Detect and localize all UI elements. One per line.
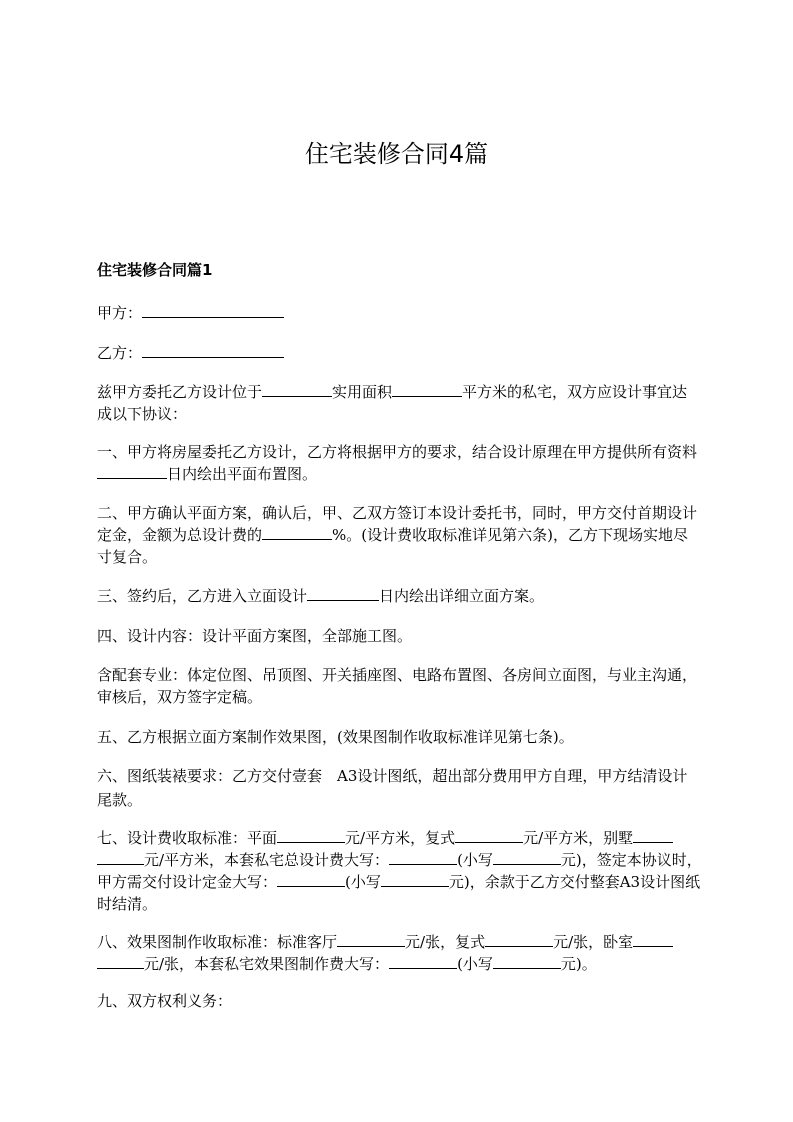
clause-5: 五、乙方根据立面方案制作效果图，(效果图制作收取标准详见第七条)。	[97, 728, 574, 746]
text-span: (小写	[345, 873, 381, 891]
blank-line	[262, 524, 332, 540]
text-span: 兹甲方委托乙方设计位于	[97, 383, 263, 401]
text-span: 元/张，复式	[405, 933, 486, 951]
party-a-line	[97, 302, 702, 324]
clause-3	[97, 585, 702, 607]
blank-line	[337, 931, 405, 947]
blank-line	[97, 849, 144, 865]
blank-line	[307, 585, 379, 601]
text-span: 元/平方米，本套私宅总设计费大写：	[144, 851, 390, 869]
blank-line	[262, 381, 332, 397]
clause-8	[97, 931, 702, 975]
blank-line	[381, 871, 449, 887]
text-span: 元)。	[560, 955, 597, 973]
text-span: 八、效果图制作收取标准：标准客厅	[97, 933, 338, 951]
text-span: 元/平方米，别墅	[523, 829, 634, 847]
blank-line	[277, 827, 345, 843]
text-span: 元/张，本套私宅效果图制作费大写：	[144, 955, 390, 973]
blank-line	[455, 827, 523, 843]
intro-paragraph	[97, 381, 702, 425]
blank-line	[389, 953, 457, 969]
text-span: 平方米的私宅，双方应设计事宜达成以下协议：	[97, 383, 688, 423]
text-span: %。(设计费收取标准详见第六条)，乙方下现场实地尽寸复合。	[97, 526, 688, 566]
text-span: 日内绘出详细立面方案。	[379, 587, 545, 605]
blank-line	[97, 953, 144, 969]
clause-6: 六、图纸装裱要求：乙方交付壹套 A3设计图纸，超出部分费用甲方自理，甲方结清设计尾款。	[97, 767, 688, 809]
blank-line	[142, 302, 284, 318]
text-span: (小写	[457, 955, 493, 973]
section-heading: 住宅装修合同篇1	[97, 261, 213, 279]
blank-line	[277, 871, 345, 887]
blank-line	[142, 342, 284, 358]
blank-line	[389, 849, 457, 865]
blank-line	[392, 381, 462, 397]
blank-line	[97, 463, 167, 479]
document-title: 住宅装修合同4篇	[304, 140, 489, 168]
party-a-label: 甲方：	[97, 304, 143, 322]
clause-7	[97, 827, 702, 915]
clause-4: 四、设计内容：设计平面方案图，全部施工图。	[97, 627, 413, 645]
blank-line	[493, 953, 561, 969]
text-span: (小写	[457, 851, 493, 869]
party-b-line	[97, 342, 702, 364]
text-span: 元)，余款于乙方交付整套A3设计图纸时结清。	[97, 873, 701, 913]
party-b-label: 乙方：	[97, 344, 143, 362]
text-span: 日内绘出平面布置图。	[167, 465, 318, 483]
text-span: 七、设计费收取标准：平面	[97, 829, 278, 847]
clause-4-supplement: 含配套专业：体定位图、吊顶图、开关插座图、电路布置图、各房间立面图，与业主沟通，审核后，双方签字定稿。	[97, 666, 698, 706]
text-span: 实用面积	[332, 383, 393, 401]
blank-line	[633, 931, 673, 947]
text-span: 元/张，卧室	[553, 933, 634, 951]
text-span: 元)，签定本协议时，甲方需交付设计定金大写：	[97, 851, 702, 891]
text-span: 一、甲方将房屋委托乙方设计，乙方将根据甲方的要求，结合设计原理在甲方提供所有资料	[97, 443, 698, 461]
text-span: 元/平方米，复式	[345, 829, 456, 847]
clause-9: 九、双方权利义务：	[97, 992, 233, 1010]
blank-line	[633, 827, 673, 843]
text-span: 二、甲方确认平面方案，确认后，甲、乙双方签订本设计委托书，同时，甲方交付首期设计定金，金额为总设计费的	[97, 504, 698, 544]
clause-1	[97, 441, 702, 485]
blank-line	[485, 931, 553, 947]
clause-2	[97, 502, 702, 568]
text-span: 三、签约后，乙方进入立面设计	[97, 587, 308, 605]
blank-line	[493, 849, 561, 865]
